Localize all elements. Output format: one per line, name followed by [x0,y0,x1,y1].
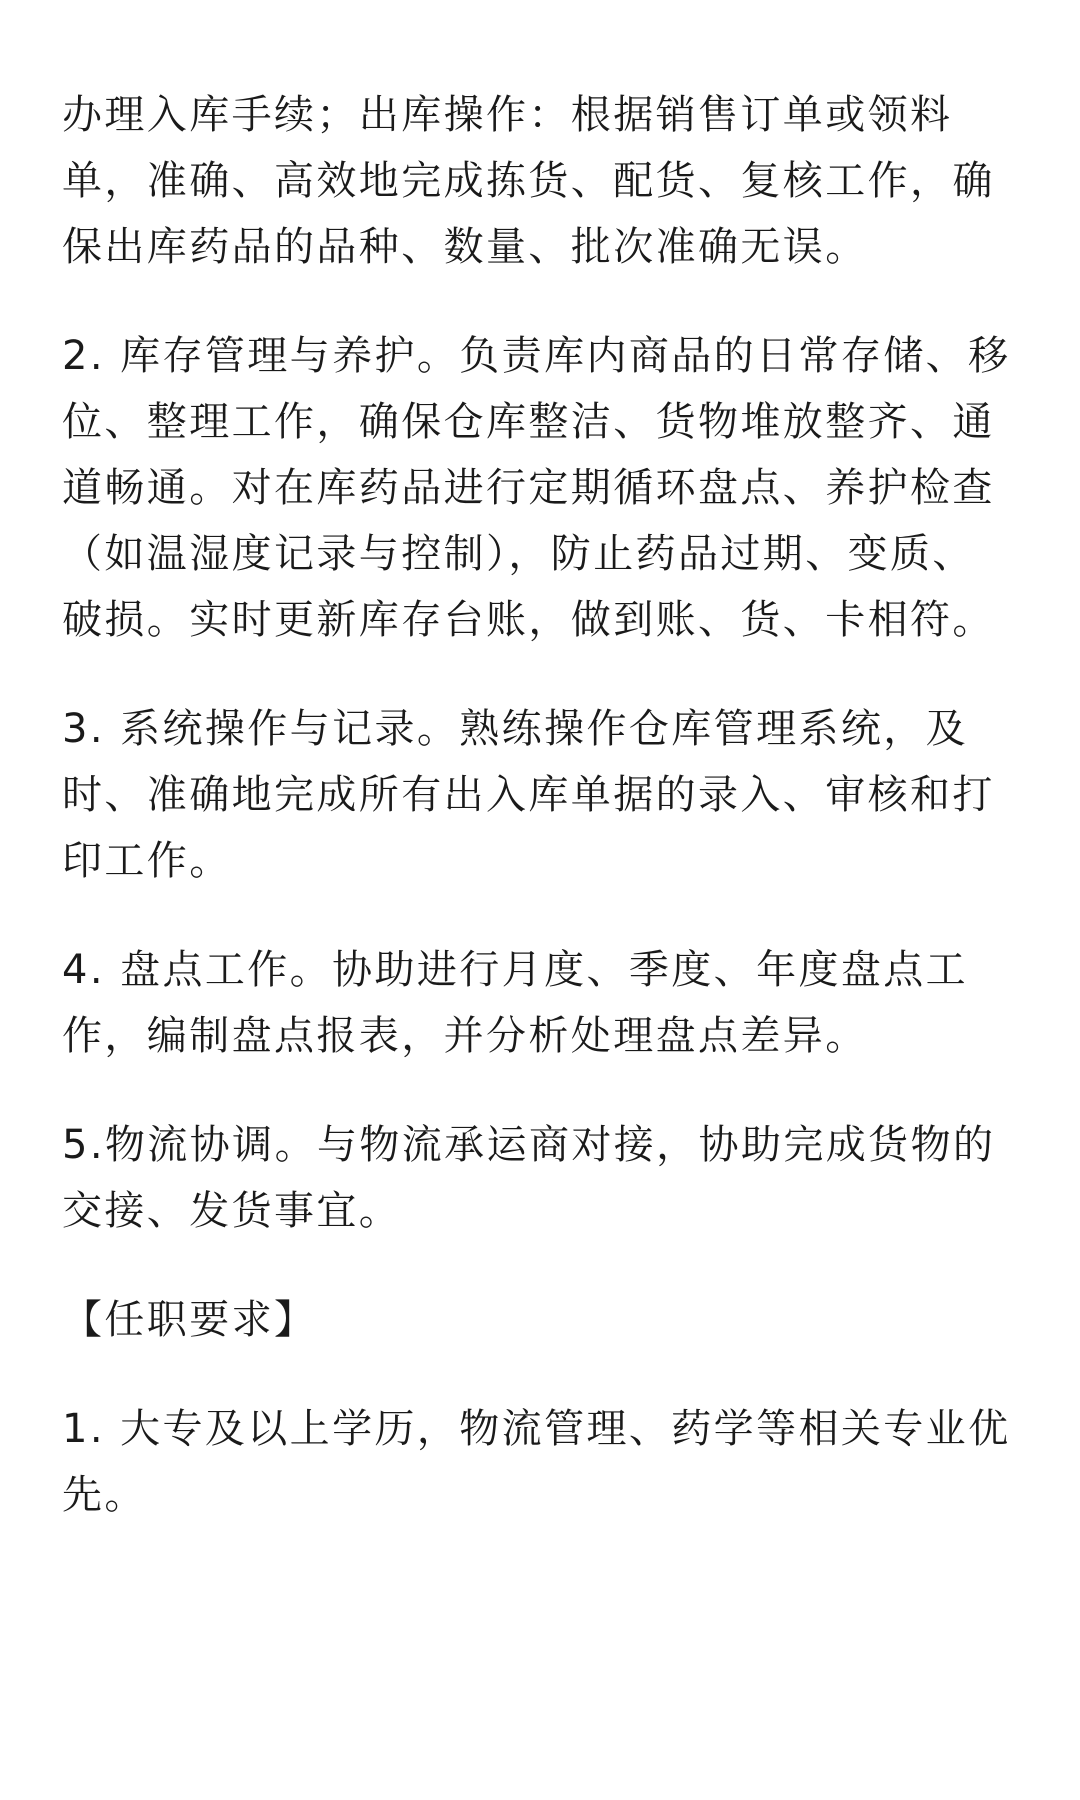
text-line: 印工作。 [62,838,232,884]
heading-text: 【任职要求】 [62,1297,317,1343]
text-line: 破损。实时更新库存台账，做到账、货、卡相符。 [62,597,995,643]
paragraph-logistics-coordination [62,1112,1022,1244]
text-line: 作，编制盘点报表，并分析处理盘点差异。 [62,1013,868,1059]
paragraph-inventory-management [62,323,1022,653]
text-line: （如温湿度记录与控制），防止药品过期、变质、 [62,531,975,577]
text-line: 2. 库存管理与养护。负责库内商品的日常存储、移 [62,333,1011,379]
paragraph-system-operation [62,696,1022,894]
text-line: 办理入库手续；出库操作：根据销售订单或领料 [62,92,953,138]
text-line: 1. 大专及以上学历，物流管理、药学等相关专业优 [62,1406,1011,1452]
text-line: 先。 [62,1472,147,1518]
text-line: 时、准确地完成所有出入库单据的录入、审核和打 [62,772,995,818]
text-line: 4. 盘点工作。协助进行月度、季度、年度盘点工 [62,947,969,993]
document-body [62,82,1022,1528]
paragraph-stocktaking [62,937,1022,1069]
paragraph-outbound-operations [62,82,1022,280]
text-line: 5.物流协调。与物流承运商对接，协助完成货物的 [62,1122,996,1168]
text-line: 3. 系统操作与记录。熟练操作仓库管理系统，及 [62,706,969,752]
text-line: 交接、发货事宜。 [62,1188,402,1234]
text-line: 位、整理工作，确保仓库整洁、货物堆放整齐、通 [62,399,995,445]
section-heading-requirements [62,1287,1022,1353]
paragraph-requirement-education [62,1396,1022,1528]
text-line: 单，准确、高效地完成拣货、配货、复核工作，确 [62,158,995,204]
text-line: 保出库药品的品种、数量、批次准确无误。 [62,224,868,270]
text-line: 道畅通。对在库药品进行定期循环盘点、养护检查 [62,465,995,511]
